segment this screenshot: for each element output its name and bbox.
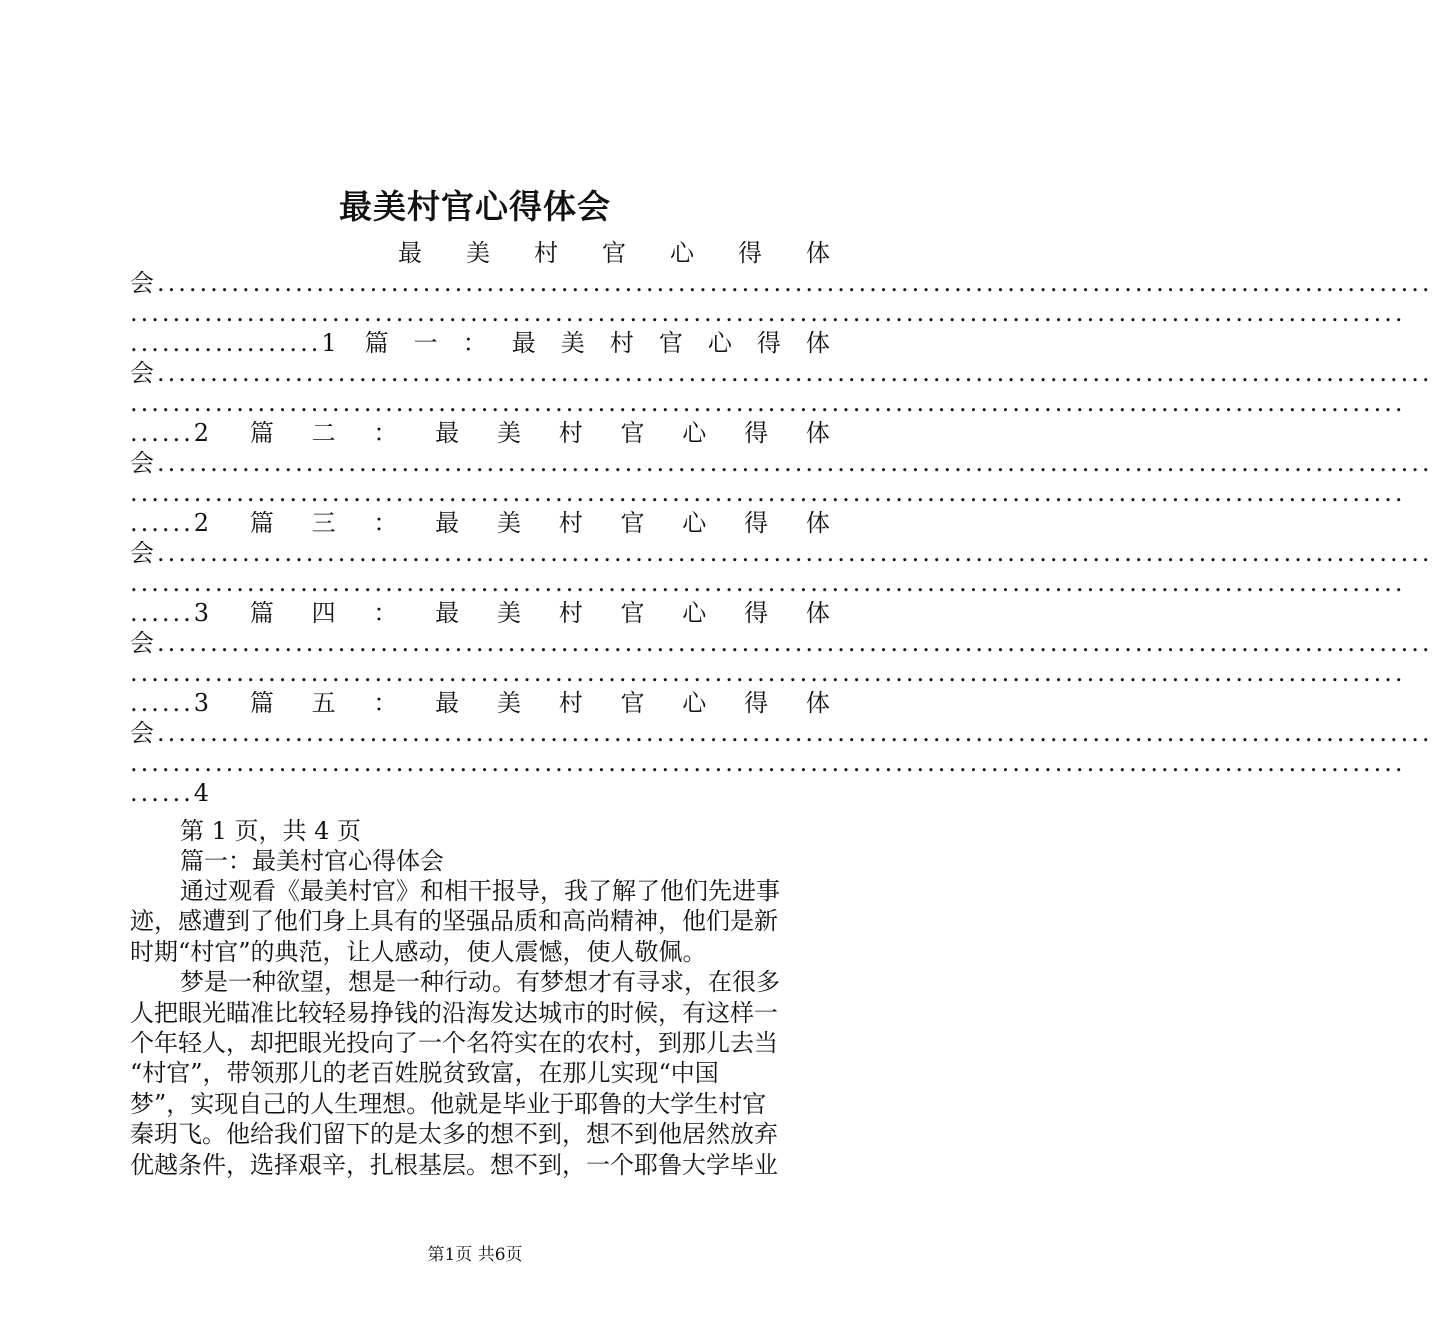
toc-leader: ........................................................................................................................ [130, 659, 1406, 687]
toc-entry-char: 官 [620, 509, 645, 537]
toc-leader: 会........................................................................................................................ [130, 539, 1432, 567]
toc-entry-heading [130, 418, 830, 448]
toc-entry-char: 官 [620, 419, 645, 447]
toc-entry-char: 心 [682, 689, 707, 717]
toc-entry-char: 村 [558, 509, 583, 537]
toc-entry-char: 美 [496, 689, 521, 717]
toc-entry-char: 最 [435, 419, 460, 447]
toc-entry-char: 最 [511, 329, 536, 357]
toc-entry-char: 篇 [364, 329, 389, 357]
toc-leader: 会........................................................................................................................ [130, 359, 1432, 387]
toc-leader: ........................................................................................................................ [130, 389, 1406, 417]
toc-entry-char: 官 [658, 329, 683, 357]
toc-entry-char: ： [373, 509, 398, 537]
toc-entry-heading [130, 238, 830, 268]
toc-page-number: ......4 [130, 779, 213, 807]
toc-entry-char: 篇 [249, 419, 274, 447]
body-line: 通过观看《最美村官》和相干报导，我了解了他们先进事 [180, 877, 780, 905]
toc-entry-char: 四 [311, 599, 336, 627]
body-line: 秦玥飞。他给我们留下的是太多的想不到，想不到他居然放弃 [130, 1120, 778, 1149]
toc-entry-char: 篇 [249, 509, 274, 537]
toc-entry-char: 最 [435, 689, 460, 717]
page-note: 第 1 页，共 4 页 [180, 817, 362, 845]
toc-entry-char: 得 [744, 599, 769, 627]
toc-entry-char: 最 [435, 509, 460, 537]
body-line: 梦”，实现自己的人生理想。他就是毕业于耶鲁的大学生村官 [130, 1089, 767, 1118]
body-line: 梦是一种欲望，想是一种行动。有梦想才有寻求，在很多 [180, 968, 780, 997]
toc-entry-char: 心 [707, 329, 732, 357]
toc-leader: 会........................................................................................................................ [130, 629, 1432, 657]
toc-entry-char: 体 [805, 419, 830, 447]
toc-entry-char: 五 [311, 689, 336, 717]
toc-page-number: ......3 [130, 599, 213, 627]
section-heading: 篇一：最美村官心得体会 [180, 847, 444, 875]
toc-entry-char: 美 [496, 419, 521, 447]
toc-entry-char: 美 [496, 509, 521, 537]
page-footer: 第1页 共6页 [427, 1245, 523, 1265]
toc-leader: 会........................................................................................................................ [130, 269, 1432, 297]
toc-entry-char: 村 [558, 599, 583, 627]
toc-entry-char: 村 [609, 329, 634, 357]
document-title: 最美村官心得体会 [339, 187, 611, 226]
toc-entry-char: 村 [534, 239, 558, 267]
toc-entry-char: 体 [805, 689, 830, 717]
toc-entry-char: 村 [558, 419, 583, 447]
toc-entry-char: 官 [620, 689, 645, 717]
toc-entry-char: 村 [558, 689, 583, 717]
toc-entry-char: 心 [682, 599, 707, 627]
toc-leader: 会........................................................................................................................ [130, 719, 1432, 747]
toc-entry-char: 篇 [249, 689, 274, 717]
toc-entry-char: 体 [805, 509, 830, 537]
toc-page-number: ..................1 [130, 329, 340, 357]
toc-page-number: ......2 [130, 419, 213, 447]
body-line: 时期“村官”的典范，让人感动，使人震憾，使人敬佩。 [130, 937, 707, 966]
toc-page-number: ......3 [130, 689, 213, 717]
toc-entry-heading [130, 508, 830, 538]
toc-entry-char: 体 [805, 599, 830, 627]
toc-entry-char: 心 [682, 509, 707, 537]
toc-entry-heading [130, 328, 830, 358]
toc-leader: ........................................................................................................................ [130, 569, 1406, 597]
toc-leader: ........................................................................................................................ [130, 299, 1406, 327]
toc-entry-char: ： [373, 599, 398, 627]
toc-entry-char: ： [373, 689, 398, 717]
toc-page-number: ......2 [130, 509, 213, 537]
toc-entry-char: 得 [756, 329, 781, 357]
toc-entry-char: ： [462, 329, 487, 357]
toc-entry-char: 体 [806, 239, 830, 267]
toc-entry-char: 心 [670, 239, 694, 267]
toc-entry-char: 得 [738, 239, 762, 267]
toc-entry-char: 官 [602, 239, 626, 267]
body-line: 优越条件，选择艰辛，扎根基层。想不到，一个耶鲁大学毕业 [130, 1150, 778, 1179]
toc-entry-char: ： [373, 419, 398, 447]
toc-entry-char: 最 [435, 599, 460, 627]
toc-entry-char: 体 [805, 329, 830, 357]
toc-entry-char: 官 [620, 599, 645, 627]
body-line: 人把眼光瞄准比较轻易挣钱的沿海发达城市的时候，有这样一 [130, 998, 778, 1027]
toc-entry-char: 二 [311, 419, 336, 447]
toc-leader: ........................................................................................................................ [130, 479, 1406, 507]
toc-entry-char: 篇 [249, 599, 274, 627]
toc-entry-char: 心 [682, 419, 707, 447]
toc-entry-char: 得 [744, 509, 769, 537]
toc-leader: 会........................................................................................................................ [130, 449, 1432, 477]
toc-entry-char: 一 [413, 329, 438, 357]
toc-entry-char: 得 [744, 689, 769, 717]
toc-leader: ........................................................................................................................ [130, 749, 1406, 777]
body-line: 个年轻人，却把眼光投向了一个名符实在的农村，到那儿去当 [130, 1029, 778, 1057]
body-line: 迹，感遭到了他们身上具有的坚强品质和高尚精神，他们是新 [130, 907, 778, 936]
toc-entry-char: 美 [496, 599, 521, 627]
toc-entry-char: 美 [466, 239, 490, 267]
toc-entry-char: 得 [744, 419, 769, 447]
toc-entry-char: 三 [311, 509, 336, 537]
toc-entry-char: 美 [560, 329, 585, 357]
body-line: “村官”，带领那儿的老百姓脱贫致富，在那儿实现“中国 [130, 1059, 719, 1088]
toc-entry-heading [130, 598, 830, 628]
toc-entry-heading [130, 688, 830, 718]
toc-entry-char: 最 [398, 239, 422, 267]
